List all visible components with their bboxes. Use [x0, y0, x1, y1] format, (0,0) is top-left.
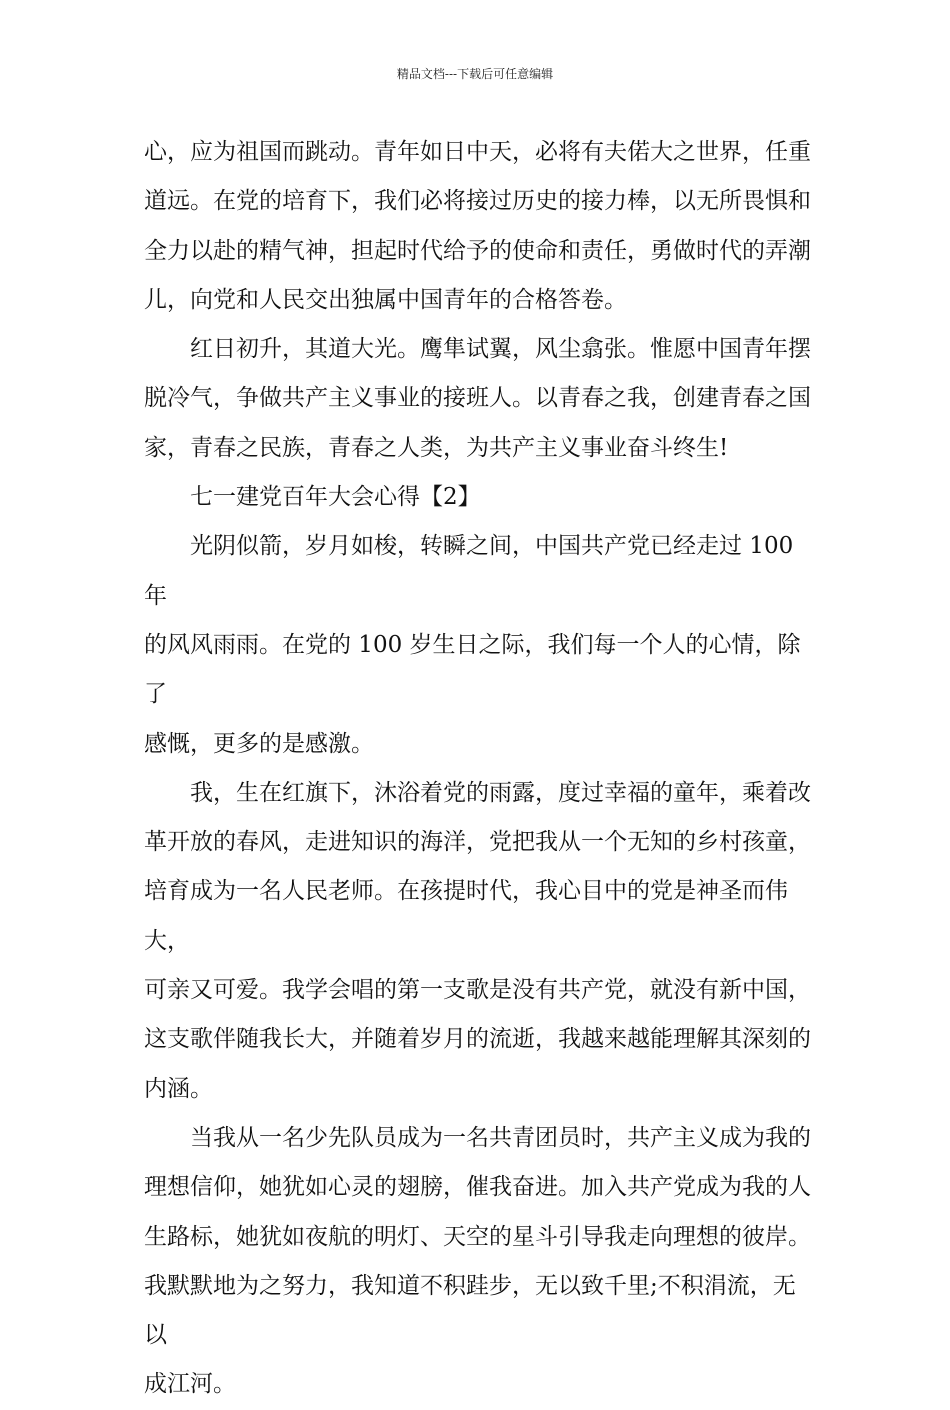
document-body [144, 128, 812, 1410]
text-line: 道远。在党的培育下，我们必将接过历史的接力棒，以无所畏惧和 [144, 188, 811, 215]
text-line: 成江河。 [144, 1371, 236, 1398]
document-header: 精品文档---下载后可任意编辑 [396, 67, 554, 81]
text-line: 红日初升，其道大光。鹰隼试翼，风尘翕张。惟愿中国青年摆 [190, 336, 811, 363]
paragraph [144, 1114, 812, 1410]
text-line: 革开放的春风，走进知识的海洋，党把我从一个无知的乡村孩童， [144, 829, 811, 856]
text-line: 我默默地为之努力，我知道不积跬步，无以致千里;不积涓流，无以 [144, 1272, 796, 1349]
text-line: 家，青春之民族，青春之人类，为共产主义事业奋斗终生! [144, 434, 729, 461]
paragraph [144, 522, 812, 768]
section-title [144, 473, 812, 522]
text-line: 生路标，她犹如夜航的明灯、天空的星斗引导我走向理想的彼岸。 [144, 1223, 811, 1250]
paragraph-continuation [144, 128, 812, 325]
text-line: 这支歌伴随我长大，并随着岁月的流逝，我越来越能理解其深刻的 [144, 1026, 811, 1053]
text-line: 理想信仰，她犹如心灵的翅膀，催我奋进。加入共产党成为我的人 [144, 1174, 811, 1201]
text-line: 儿，向党和人民交出独属中国青年的合格答卷。 [144, 286, 627, 313]
text-line: 我，生在红旗下，沐浴着党的雨露，度过幸福的童年，乘着改 [190, 779, 811, 806]
text-line: 培育成为一名人民老师。在孩提时代，我心目中的党是神圣而伟大， [144, 878, 788, 954]
text-line: 当我从一名少先队员成为一名共青团员时，共产主义成为我的 [190, 1124, 811, 1151]
paragraph [144, 325, 812, 473]
text-line: 内涵。 [144, 1075, 213, 1102]
text-line: 的风风雨雨。在党的 100 岁生日之际，我们每一个人的心情，除了 [144, 631, 801, 708]
text-line: 光阴似箭，岁月如梭，转瞬之间，中国共产党已经走过 100 年 [144, 533, 794, 609]
paragraph [144, 769, 812, 1114]
text-line: 感慨，更多的是感激。 [144, 730, 374, 757]
text-line: 全力以赴的精气神，担起时代给予的使命和责任，勇做时代的弄潮 [144, 237, 811, 264]
text-line: 七一建党百年大会心得【2】 [190, 484, 481, 511]
text-line: 心，应为祖国而跳动。青年如日中天，必将有夫偌大之世界，任重 [144, 139, 811, 165]
text-line: 可亲又可爱。我学会唱的第一支歌是没有共产党，就没有新中国， [144, 977, 811, 1004]
text-line: 脱冷气，争做共产主义事业的接班人。以青春之我，创建青春之国 [144, 385, 811, 412]
